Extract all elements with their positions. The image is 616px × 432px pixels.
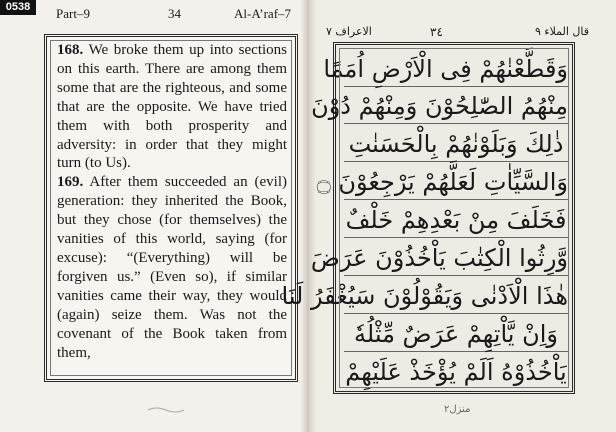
right-header-part: قال الملاء ٩ <box>535 25 590 38</box>
arabic-frame <box>281 42 575 394</box>
left-header-part: Part–9 <box>56 6 90 21</box>
verse-number: 169. <box>57 174 84 191</box>
verse-169 <box>57 173 287 362</box>
image-id-stamp: 0538 <box>0 0 36 15</box>
arabic-line: ذٰلِكَ وَبَلَوْنٰهُمْ بِالْحَسَنٰتِ <box>344 126 568 162</box>
page-ornament-icon <box>146 405 186 415</box>
arabic-line: هٰذَا الْاَدْنٰى وَيَقُوْلُوْنَ سَيُغْفَرُ لَنَا <box>344 278 568 314</box>
left-header-surah: Al-A’raf–7 <box>234 6 292 21</box>
translation-text <box>57 41 287 362</box>
verse-number: 168. <box>57 42 84 58</box>
verse-168 <box>57 41 287 173</box>
left-header-page-number: 34 <box>168 6 181 21</box>
arabic-line: وَقَطَّعْنٰهُمْ فِى الْاَرْضِ اُمَمًا <box>344 51 568 87</box>
arabic-line: وَالسَّيِّاٰتِ لَعَلَّهُمْ يَرْجِعُوْنَ ۝ <box>344 164 568 200</box>
arabic-line: مِنْهُمُ الصّٰلِحُوْنَ وَمِنْهُمْ دُوْنَ <box>344 88 568 124</box>
right-page-footer: منزل٢ <box>444 404 471 415</box>
verse-text: We broke them up into sections on this earth. There are among them some that are the righteous, and some that are the opposite. We have tried them with both prosperity and adversity: in order that they might turn (to Us). <box>57 42 287 172</box>
right-header-surah: الاعراف ٧ <box>326 25 372 38</box>
arabic-line: وَاِنْ يَّاْتِهِمْ عَرَضٌ مِّثْلُهٗ <box>344 316 568 352</box>
verse-text: After them succeeded an (evil) generation: they inherited the Book, but they chose (for themselves) the vanities of this world, saying (for excuse): “(Everything) will be forgiven us.” (Even so), if similar vanities came their way, they would (again) seize them. Was not the covenant of the Book taken from them, <box>57 174 287 361</box>
arabic-line: يَاْخُذُوْهُ اَلَمْ يُؤْخَذْ عَلَيْهِمْ <box>345 358 567 386</box>
arabic-line: وَّرِثُوا الْكِتٰبَ يَاْخُذُوْنَ عَرَضَ <box>344 240 568 276</box>
arabic-line: فَخَلَفَ مِنْ بَعْدِهِمْ خَلْفٌ <box>344 202 568 238</box>
right-header-page-number: ٣٤ <box>430 25 443 39</box>
translation-frame <box>44 34 298 382</box>
book-gutter <box>300 0 316 432</box>
